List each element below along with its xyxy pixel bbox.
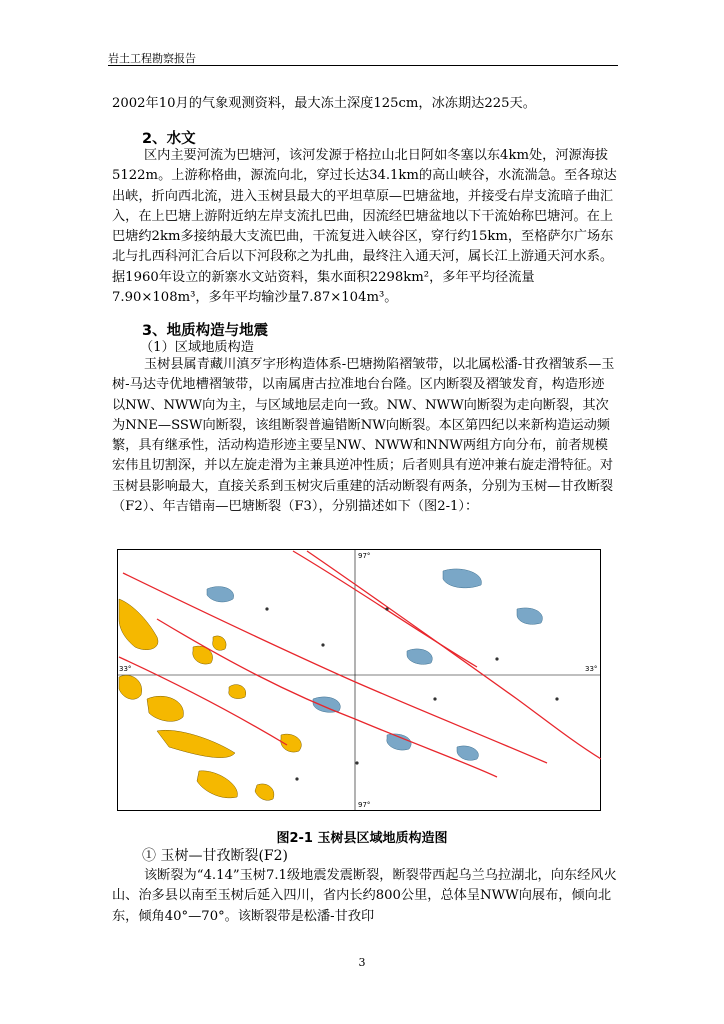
subheading-regional-structure: （1）区域地质构造 [140,340,254,355]
coord-label-bottom: 97° [358,801,371,809]
coord-label-left: 33° [119,665,132,673]
geologic-structure-map [117,549,601,811]
section-heading-geology: 3、地质构造与地震 [142,323,269,339]
survey-marker [355,761,358,764]
page-number: 3 [358,956,366,969]
survey-marker [555,697,558,700]
geology-paragraph: 玉树县属青藏川滇歹字形构造体系-巴塘拗陷褶皱带，以北属松潘-甘孜褶皱系—玉树-马达寺优地槽褶皱带，以南属唐古拉准地台台隆。区内断裂及褶皱发育，构造形迹以NW、NWW向为主，与区域地层走向一致。NW、NWW向断裂为走向断裂，其次为NNE—SSW向断裂，该组断裂普遍错断NW向断裂。本区第四纪以来新构造运动频繁，具有继承性，活动构造形迹主要呈NW、NWW和NNW两组方向分布，前者规模宏伟且切割深，并以左旋走滑为主兼具逆冲性质；后者则具有逆冲兼右旋走滑特征。对玉树县影响最大，直接关系到玉树灾后重建的活动断裂有两条，分别为玉树—甘孜断裂（F2）、年吉错南—巴塘断裂（F3），分别描述如下（图2-1）： [112,357,615,515]
figure-caption: 图2-1 玉树县区域地质构造图 [276,831,448,846]
subheading-yushu-ganzi-fault: ① 玉树—甘孜断裂(F2) [142,848,288,864]
survey-marker [433,697,436,700]
survey-marker [385,607,388,610]
section-heading-hydrology: 2、水文 [142,131,196,147]
survey-marker [321,643,324,646]
header-divider [108,65,618,66]
coord-label-right: 33° [585,665,598,673]
map-frame [118,550,601,811]
header-title: 岩土工程勘察报告 [108,52,196,65]
survey-marker [495,657,498,660]
coord-label-top: 97° [358,552,371,560]
intro-paragraph: 2002年10月的气象观测资料，最大冻土深度125cm，冰冻期达225天。 [112,96,536,111]
survey-marker [265,607,268,610]
fault-f2-paragraph: 该断裂为“4.14”玉树7.1级地震发震断裂，断裂带西起乌兰乌拉湖北，向东经风火山、治多县以南至玉树后延入四川，省内长约800公里，总体呈NWW向展布，倾向北东，倾角40°—70°。该断裂带是松潘-甘孜印 [112,868,617,924]
survey-marker [295,777,298,780]
hydrology-paragraph: 区内主要河流为巴塘河，该河发源于格拉山北日阿如冬塞以东4km处，河源海拔5122m。上游称格曲，源流向北，穿过长达34.1km的高山峡谷，水流湍急。至各琼达出峡，折向西北流，进入玉树县最大的平坦草原—巴塘盆地，并接受右岸支流暗子曲汇入，在上巴塘上游附近纳左岸支流扎巴曲，因流经巴塘盆地以下干流始称巴塘河。在上巴塘约2km多接纳最大支流巴曲，干流复进入峡谷区，穿行约15km，至格萨尔广场东北与扎西科河汇合后以下河段称之为扎曲，最终注入通天河，属长江上游通天河水系。据1960年设立的新寨水文站资料，集水面积2298km²，多年平均径流量7.90×108m³，多年平均输沙量7.87×104m³。 [112,148,617,306]
